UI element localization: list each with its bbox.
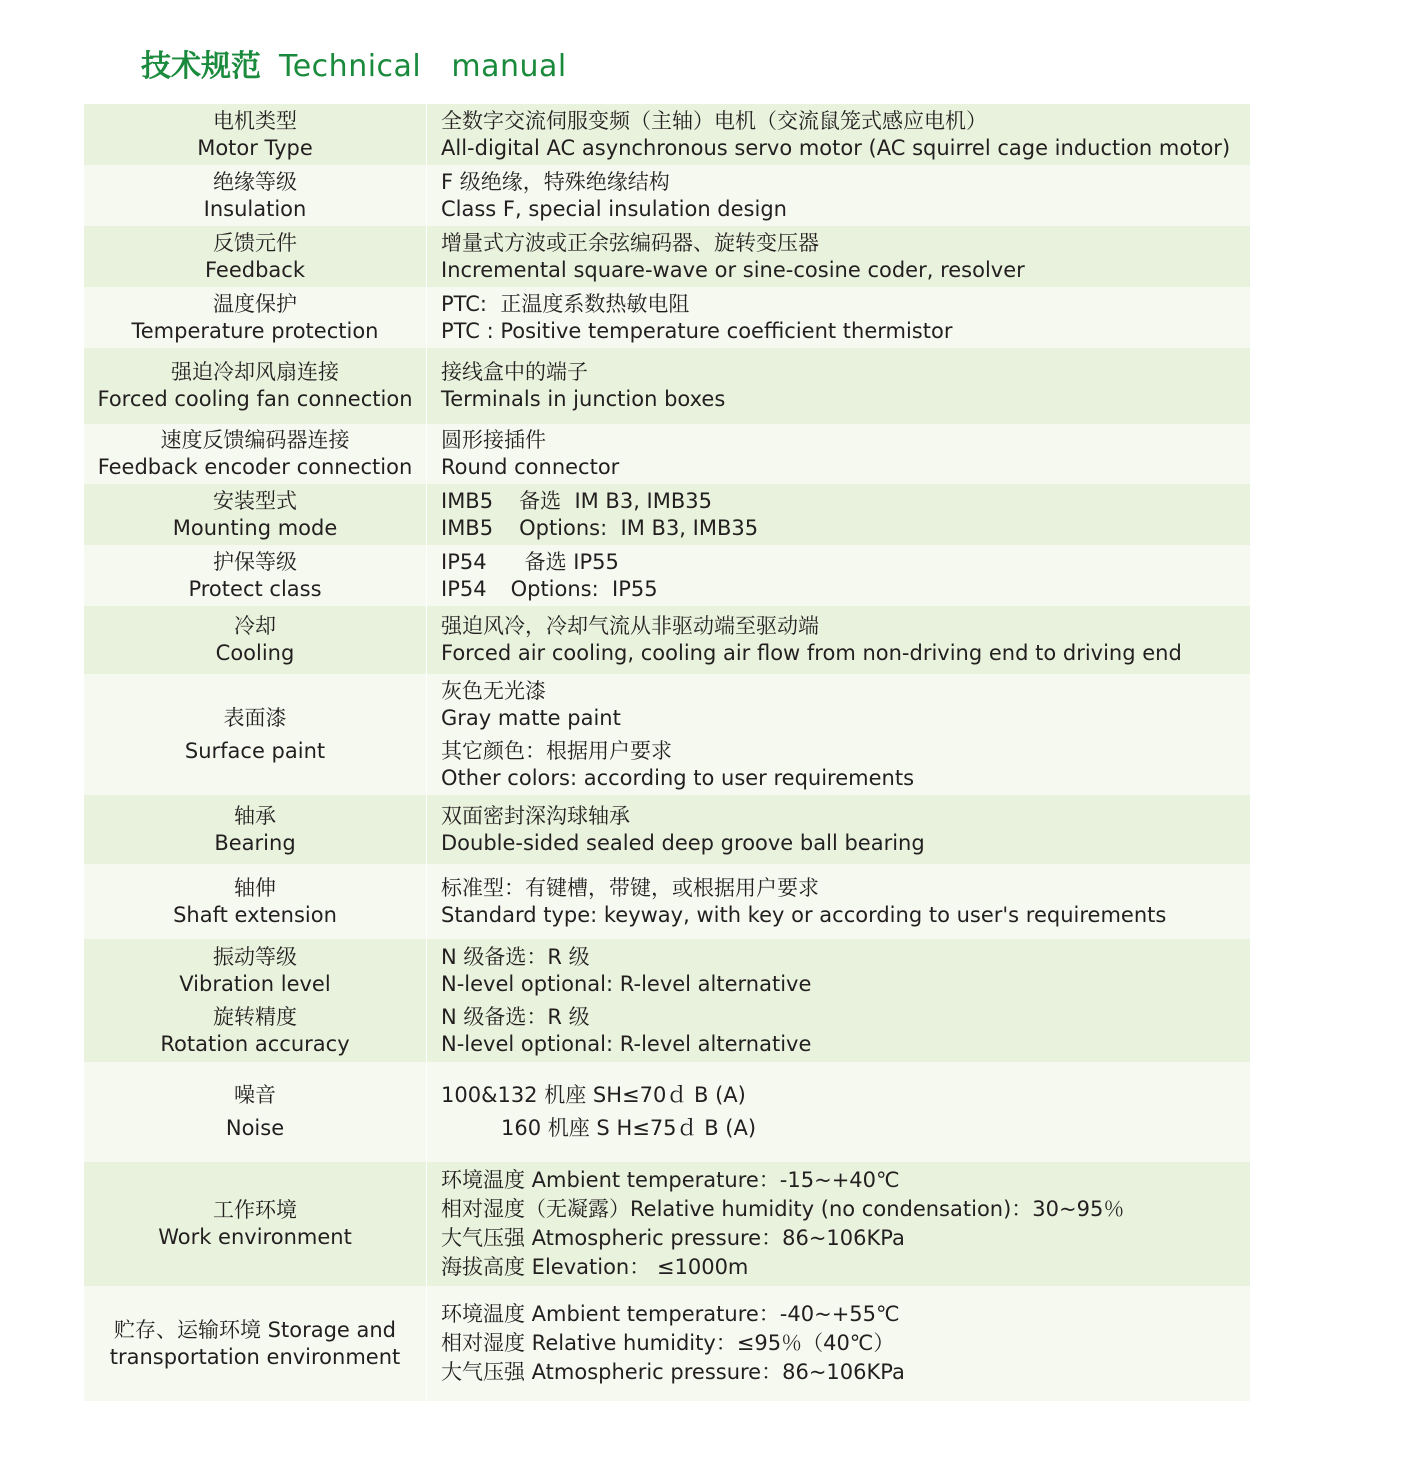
row-label — [84, 484, 427, 545]
value-line — [441, 576, 1250, 603]
label-cn: 冷却 — [234, 614, 276, 638]
label-cn: 绝缘等级 — [213, 169, 297, 194]
row-label — [84, 287, 427, 348]
table-row — [84, 424, 1250, 484]
label-en: Cooling — [215, 641, 295, 665]
row-label — [84, 348, 427, 424]
label-en: Rotation accuracy — [160, 1031, 350, 1056]
value-line: N 级备选：R 级 — [441, 1004, 590, 1029]
value-line: 增量式方波或正余弦编码器、旋转变压器 — [441, 230, 819, 255]
value-text: Options: IM B3, IMB35 — [519, 515, 759, 540]
value-code: IP54 — [441, 549, 487, 574]
spec-table — [84, 104, 1250, 1401]
row-label — [84, 1286, 427, 1401]
value-text: Options: IP55 — [510, 576, 658, 601]
value-line: N-level optional: R-level alternative — [441, 1031, 812, 1056]
row-label — [84, 939, 427, 1062]
row-label — [84, 165, 427, 226]
value-line: 标准型：有键槽，带键，或根据用户要求 — [441, 875, 819, 900]
value-line: F 级绝缘，特殊绝缘结构 — [441, 169, 670, 194]
value-line: 灰色无光漆 — [441, 678, 546, 703]
label-cn: 安装型式 — [213, 488, 297, 513]
label-cn: 电机类型 — [213, 108, 297, 133]
value-line: Double-sided sealed deep groove ball bearing — [441, 830, 925, 855]
value-line: 100&132 机座 SH≤70ｄ B (A) — [441, 1083, 746, 1107]
value-text: 备选 IP55 — [524, 549, 619, 574]
label-en: Forced cooling fan connection — [97, 387, 413, 411]
value-line: 相对湿度 Relative humidity：≤95％（40℃） — [441, 1331, 895, 1355]
label-cn: 反馈元件 — [213, 230, 297, 255]
value-line: Terminals in junction boxes — [441, 387, 726, 411]
label-cn: 噪音 — [234, 1083, 276, 1107]
label-en: Temperature protection — [131, 318, 379, 343]
label-en: Feedback encoder connection — [97, 455, 413, 479]
row-value — [427, 484, 1251, 545]
label-en: Vibration level — [179, 971, 331, 996]
label-cn: 轴伸 — [234, 875, 276, 900]
title-cn: 技术规范 — [141, 49, 261, 84]
row-value — [427, 424, 1251, 484]
row-label — [84, 1162, 427, 1286]
table-row — [84, 104, 1250, 165]
row-value — [427, 606, 1251, 674]
table-row — [84, 864, 1250, 939]
value-line: Gray matte paint — [441, 705, 621, 730]
table-row — [84, 939, 1250, 1062]
value-line — [441, 515, 1250, 542]
table-row — [84, 1162, 1250, 1286]
label-cn: 表面漆 — [223, 705, 287, 730]
value-line: 环境温度 Ambient temperature：-15~+40℃ — [441, 1168, 900, 1192]
label-en: Mounting mode — [172, 515, 338, 540]
value-line: PTC : Positive temperature coefficient thermistor — [441, 318, 953, 343]
page-title — [141, 44, 567, 90]
value-line — [441, 549, 1250, 576]
row-value — [427, 226, 1251, 287]
row-label — [84, 674, 427, 795]
row-value — [427, 674, 1251, 795]
value-line: 全数字交流伺服变频（主轴）电机（交流鼠笼式感应电机） — [441, 108, 987, 133]
label-en: Insulation — [203, 196, 307, 221]
label-cn: 旋转精度 — [213, 1004, 297, 1029]
table-row — [84, 795, 1250, 864]
value-line: Forced air cooling, cooling air flow from non-driving end to driving end — [441, 641, 1182, 665]
label-en: Work environment — [158, 1225, 352, 1249]
row-value — [427, 795, 1251, 864]
label-en: Motor Type — [197, 135, 313, 160]
row-label — [84, 864, 427, 939]
value-line: 强迫风冷，冷却气流从非驱动端至驱动端 — [441, 614, 819, 638]
label-cn: 速度反馈编码器连接 — [160, 428, 350, 452]
value-line: N 级备选：R 级 — [441, 944, 590, 969]
label-cn: 工作环境 — [213, 1198, 297, 1222]
value-text: 备选 IM B3, IMB35 — [519, 488, 712, 513]
value-code: IMB5 — [441, 515, 494, 540]
value-line: Round connector — [441, 455, 620, 479]
row-label — [84, 545, 427, 606]
row-label — [84, 104, 427, 165]
value-line: N-level optional: R-level alternative — [441, 971, 812, 996]
table-row — [84, 1062, 1250, 1162]
table-row — [84, 606, 1250, 674]
title-en: Technical manual — [279, 49, 567, 84]
row-value — [427, 104, 1251, 165]
row-value — [427, 545, 1251, 606]
value-line: 大气压强 Atmospheric pressure：86~106KPa — [441, 1226, 905, 1250]
value-line: 大气压强 Atmospheric pressure：86~106KPa — [441, 1360, 905, 1384]
table-row — [84, 545, 1250, 606]
value-line: Class F, special insulation design — [441, 196, 787, 221]
table-row — [84, 287, 1250, 348]
value-line — [441, 488, 1250, 515]
table-row — [84, 674, 1250, 795]
label-cn: 轴承 — [234, 803, 276, 828]
value-line: All-digital AC asynchronous servo motor (AC squirrel cage induction motor) — [441, 135, 1231, 160]
value-code: IP54 — [441, 576, 487, 601]
row-label — [84, 795, 427, 864]
label-cn: 振动等级 — [213, 944, 297, 969]
label-en: transportation environment — [109, 1344, 401, 1369]
label-en: Bearing — [214, 830, 296, 855]
row-value — [427, 287, 1251, 348]
label-en: Shaft extension — [173, 902, 337, 927]
table-row — [84, 1286, 1250, 1401]
row-label — [84, 606, 427, 674]
row-value — [427, 939, 1251, 1062]
table-row — [84, 165, 1250, 226]
row-value — [427, 165, 1251, 226]
row-value — [427, 1062, 1251, 1162]
label-en: Feedback — [204, 257, 305, 282]
value-line: 圆形接插件 — [441, 428, 546, 452]
row-value — [427, 1162, 1251, 1286]
value-line: Incremental square-wave or sine-cosine coder, resolver — [441, 257, 1025, 282]
row-label — [84, 226, 427, 287]
label-cn: 温度保护 — [213, 291, 297, 316]
value-line: 环境温度 Ambient temperature：-40~+55℃ — [441, 1302, 900, 1326]
label-cn: 贮存、运输环境 Storage and — [113, 1317, 397, 1342]
table-row — [84, 226, 1250, 287]
value-line: 接线盒中的端子 — [441, 360, 588, 384]
value-code: IMB5 — [441, 488, 494, 513]
label-en: Surface paint — [184, 738, 326, 763]
row-value — [427, 864, 1251, 939]
label-cn: 护保等级 — [213, 549, 297, 574]
value-line: 160 机座 S H≤75ｄ B (A) — [501, 1116, 757, 1140]
table-row — [84, 484, 1250, 545]
row-label — [84, 1062, 427, 1162]
table-row — [84, 348, 1250, 424]
value-line: 相对湿度（无凝露）Relative humidity (no condensation)：30~95％ — [441, 1197, 1125, 1221]
row-value — [427, 1286, 1251, 1401]
value-line: 双面密封深沟球轴承 — [441, 803, 630, 828]
value-line: Other colors: according to user requirements — [441, 765, 915, 790]
row-value — [427, 348, 1251, 424]
value-line: Standard type: keyway, with key or according to user's requirements — [441, 902, 1167, 927]
value-line: PTC: 正温度系数热敏电阻 — [441, 291, 690, 316]
value-line: 海拔高度 Elevation： ≤1000m — [441, 1255, 749, 1279]
row-label — [84, 424, 427, 484]
value-line: 其它颜色：根据用户要求 — [441, 738, 672, 763]
label-cn: 强迫冷却风扇连接 — [171, 360, 339, 384]
label-en: Protect class — [188, 576, 322, 601]
label-en: Noise — [225, 1116, 285, 1140]
